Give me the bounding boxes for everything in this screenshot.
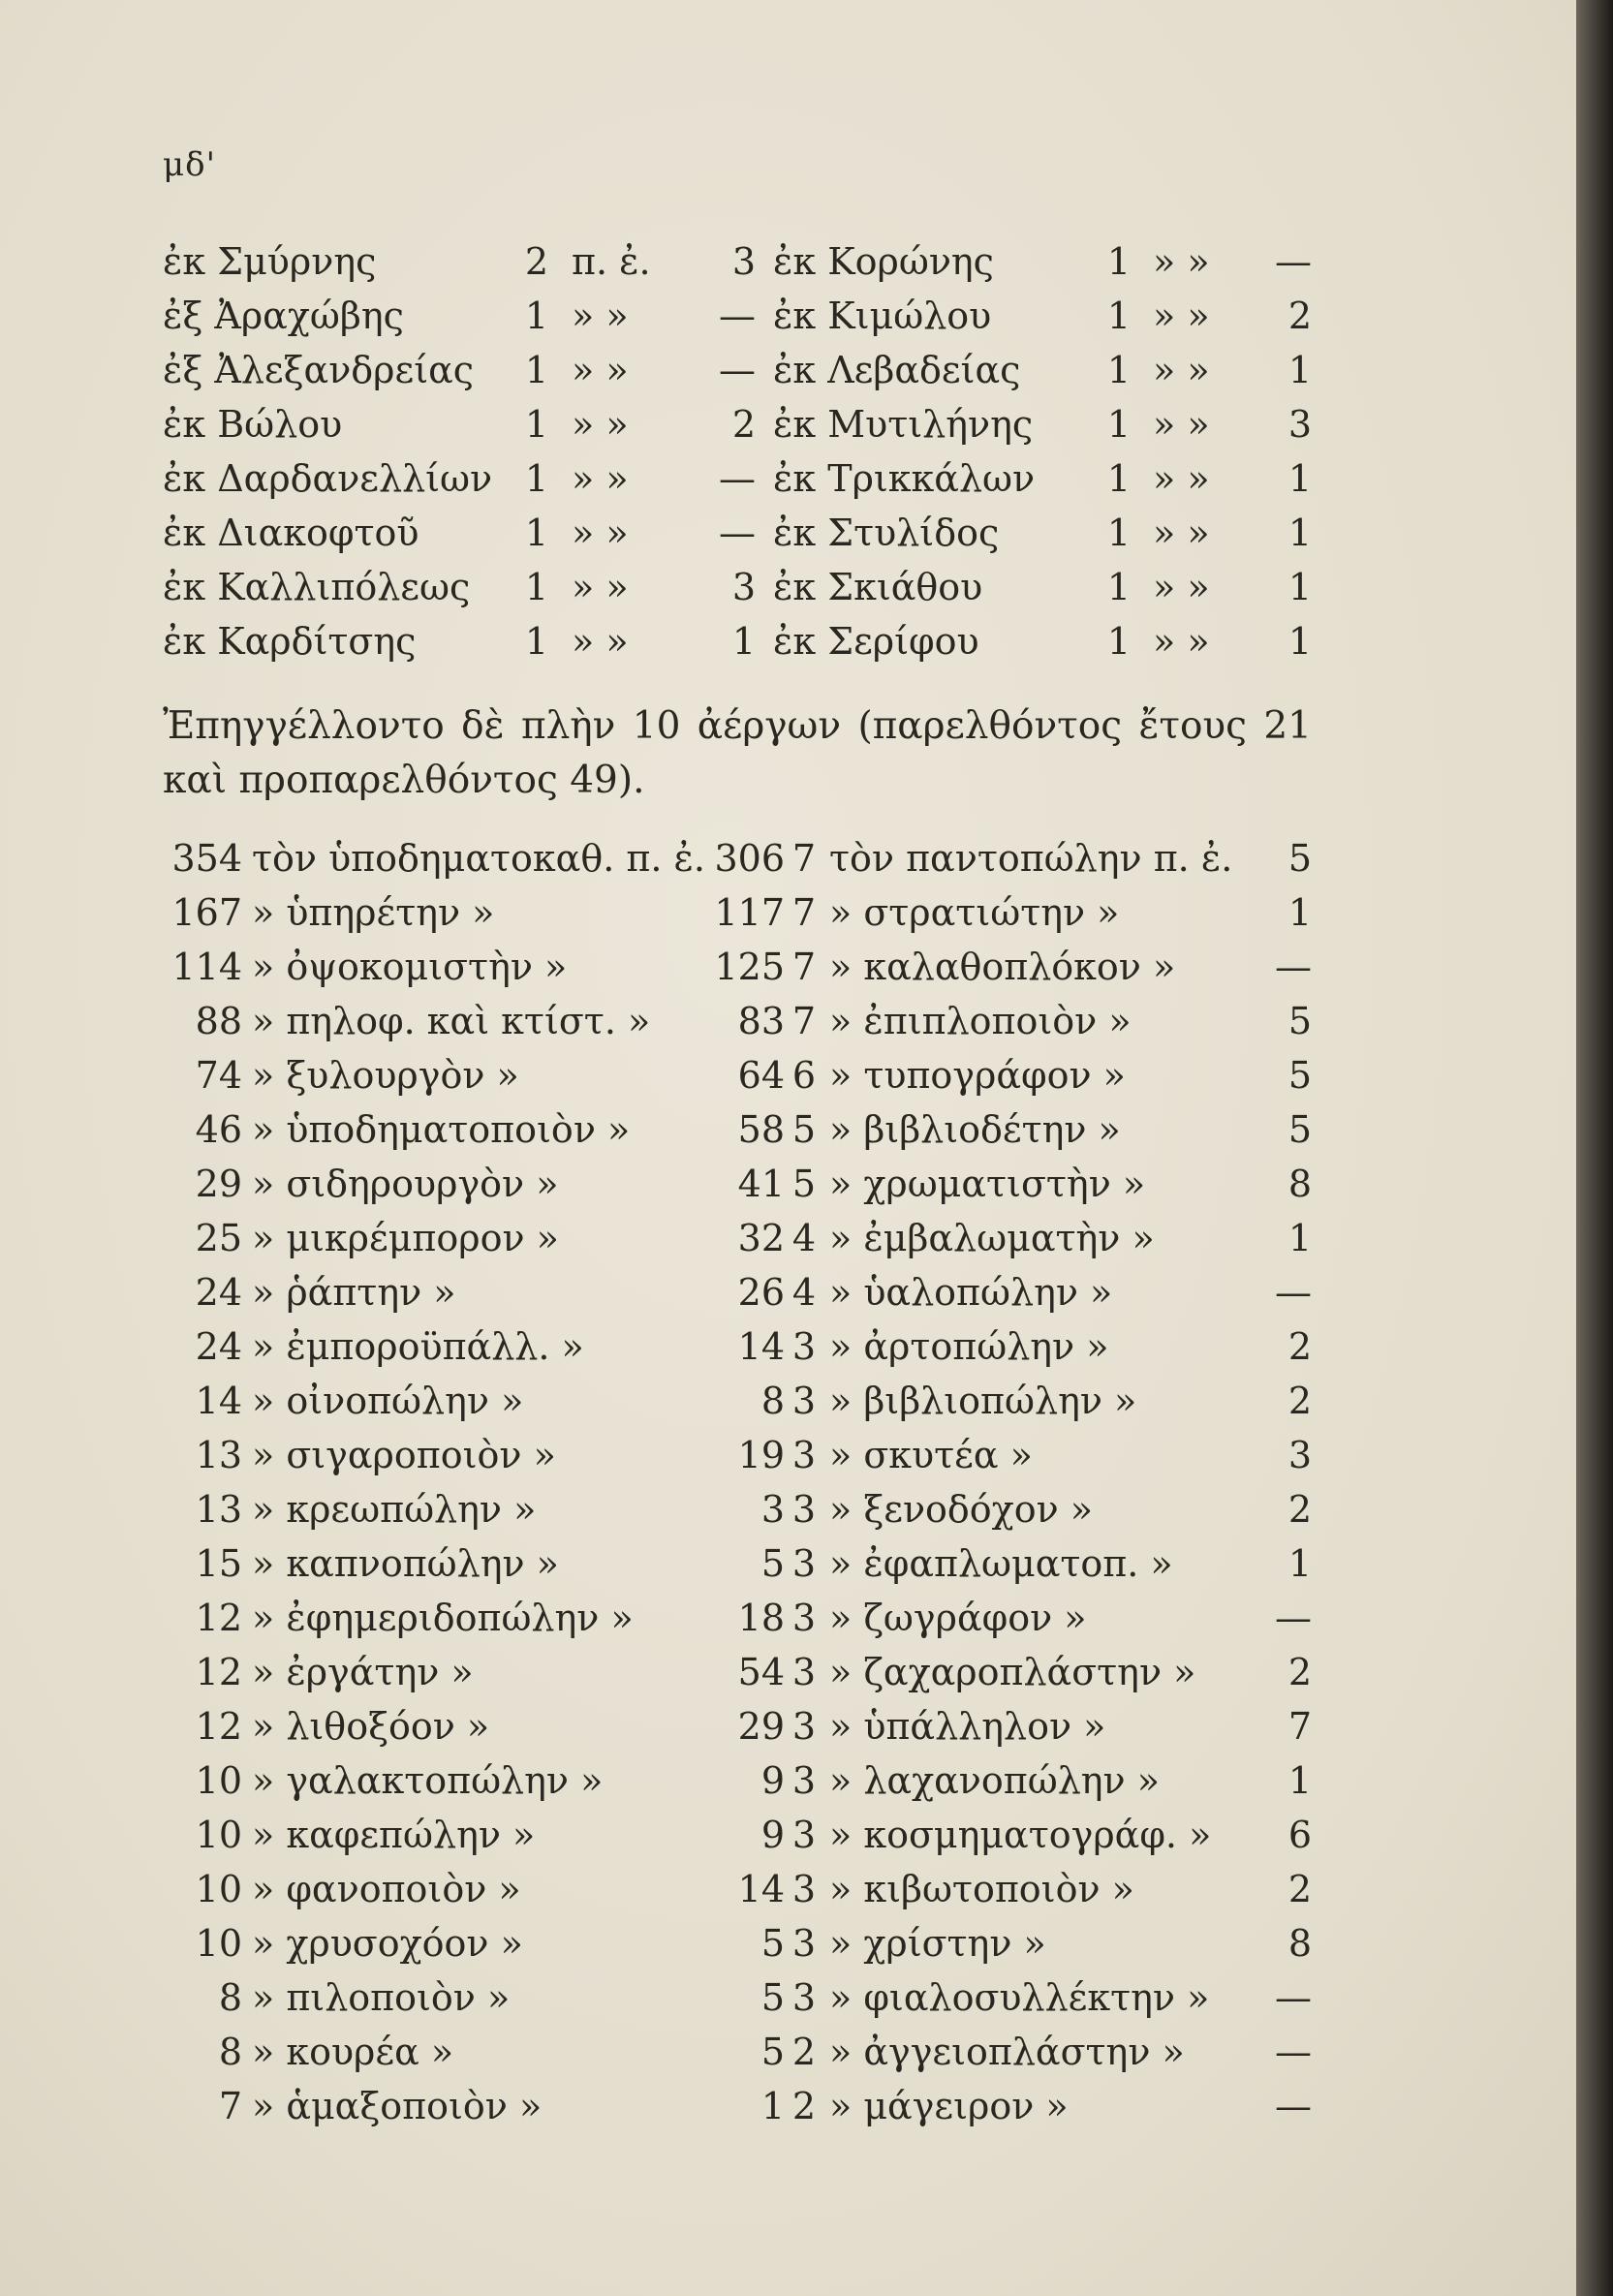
trade-value: 58	[737, 1108, 785, 1151]
trade-row	[163, 1488, 1312, 1542]
page-number: μδ'	[163, 145, 216, 184]
trade-count: 13	[195, 1488, 242, 1531]
trade-count: 29	[195, 1163, 242, 1205]
trade-value: 32	[737, 1217, 785, 1259]
trade-count: 7	[218, 2085, 242, 2127]
trade-value: 14	[737, 1868, 785, 1910]
trade-label: » ξενοδόχον »	[829, 1488, 1094, 1531]
trade-label: » σκυτέα »	[829, 1434, 1033, 1476]
places-row	[163, 295, 1312, 349]
trade-value: 5	[1287, 1108, 1312, 1151]
trade-label: » λαχανοπώλην »	[829, 1759, 1160, 1802]
trade-count: 88	[195, 1000, 242, 1042]
place-name: ἐκ Σερίφου	[773, 620, 979, 663]
place-unit: » »	[572, 566, 629, 608]
trade-value: 5	[760, 1976, 785, 2019]
trade-label: » ῥάπτην »	[252, 1271, 456, 1314]
trade-value: 2	[1287, 1325, 1312, 1368]
trade-row	[163, 1597, 1312, 1651]
place-unit: » »	[572, 295, 629, 337]
trade-value: 14	[737, 1325, 785, 1368]
trade-row	[163, 1000, 1312, 1054]
trade-label: » ζωγράφον »	[829, 1597, 1087, 1639]
trade-value: —	[1275, 2031, 1312, 2073]
place-unit: » »	[1153, 240, 1210, 283]
trade-value: 125	[714, 946, 785, 988]
trade-label: » κιβωτοποιὸν »	[829, 1868, 1134, 1910]
place-name: ἐκ Καλλιπόλεως	[163, 566, 471, 608]
trade-value: 29	[737, 1705, 785, 1748]
place-count: 1	[524, 566, 549, 608]
trade-label: » γαλακτοπώλην »	[252, 1759, 604, 1802]
trade-count: 8	[218, 1976, 242, 2019]
place-value: 3	[1287, 403, 1312, 446]
trade-label: » ὑπηρέτην »	[252, 891, 495, 934]
trade-value: —	[1275, 1597, 1312, 1639]
trade-row	[163, 1271, 1312, 1325]
place-name: ἐκ Κιμώλου	[773, 295, 992, 337]
place-value: 1	[1287, 620, 1312, 663]
place-value: —	[719, 457, 756, 500]
trade-value: —	[1275, 2085, 1312, 2127]
place-value: 1	[1287, 512, 1312, 554]
place-count: 1	[1106, 566, 1132, 608]
trade-label: » ὑπάλληλον »	[829, 1705, 1106, 1748]
trade-label: » τυπογράφον »	[829, 1054, 1126, 1097]
trade-label: » χρωματιστὴν »	[829, 1163, 1146, 1205]
trade-count: 7	[791, 1000, 816, 1042]
place-unit: » »	[1153, 620, 1210, 663]
trades-table	[163, 837, 1312, 2139]
trade-value: 1	[1287, 891, 1312, 934]
place-unit: π. ἐ.	[572, 240, 651, 283]
place-count: 1	[1106, 620, 1132, 663]
trade-count: 3	[791, 1922, 816, 1965]
trade-label: » μικρέμπορον »	[252, 1217, 559, 1259]
place-value: —	[719, 349, 756, 391]
trade-count: 6	[791, 1054, 816, 1097]
places-row	[163, 620, 1312, 674]
trade-value: 3	[1287, 1434, 1312, 1476]
trade-label: » καπνοπώλην »	[252, 1542, 559, 1585]
trade-label: » ὀψοκομιστὴν »	[252, 946, 568, 988]
trade-value: 3	[760, 1488, 785, 1531]
trade-label: » πηλοφ. καὶ κτίστ. »	[252, 1000, 651, 1042]
place-value: 1	[1287, 349, 1312, 391]
trade-value: 2	[1287, 1488, 1312, 1531]
places-table	[163, 240, 1312, 674]
trade-count: 10	[195, 1814, 242, 1856]
trade-value: 8	[1287, 1922, 1312, 1965]
trade-value: 7	[1287, 1705, 1312, 1748]
trade-count: 46	[195, 1108, 242, 1151]
trade-label: » βιβλιοδέτην »	[829, 1108, 1121, 1151]
trade-row	[163, 1163, 1312, 1217]
trade-value: 5	[760, 2031, 785, 2073]
trade-row	[163, 1108, 1312, 1163]
trade-row	[163, 1976, 1312, 2031]
trade-label: » ζαχαροπλάστην »	[829, 1651, 1196, 1693]
place-count: 1	[524, 620, 549, 663]
trade-count: 3	[791, 1325, 816, 1368]
place-name: ἐκ Δαρδανελλίων	[163, 457, 493, 500]
trade-count: 24	[195, 1325, 242, 1368]
trade-row	[163, 1380, 1312, 1434]
trade-row	[163, 1434, 1312, 1488]
trade-count: 25	[195, 1217, 242, 1259]
place-count: 1	[524, 349, 549, 391]
trade-value: 8	[1287, 1163, 1312, 1205]
trade-row	[163, 1868, 1312, 1922]
place-name: ἐκ Λεβαδείας	[773, 349, 1021, 391]
trade-label: » ἁμαξοποιὸν »	[252, 2085, 543, 2127]
trade-label: » ὑποδηματοποιὸν »	[252, 1108, 631, 1151]
trade-count: 4	[791, 1217, 816, 1259]
trade-count: 2	[791, 2031, 816, 2073]
trade-label: » ἐφημεριδοπώλην »	[252, 1597, 634, 1639]
trade-value: 5	[760, 1542, 785, 1585]
trade-value: 6	[1287, 1814, 1312, 1856]
place-name: ἐξ Ἀραχώβης	[163, 295, 404, 337]
place-unit: » »	[572, 457, 629, 500]
trade-count: 3	[791, 1759, 816, 1802]
trade-value: —	[1275, 1271, 1312, 1314]
trade-value: 306	[714, 837, 785, 880]
trade-value: 5	[1287, 1054, 1312, 1097]
trade-count: 15	[195, 1542, 242, 1585]
trade-row	[163, 891, 1312, 946]
trade-label: » ἐπιπλοποιὸν »	[829, 1000, 1132, 1042]
trade-count: 10	[195, 1868, 242, 1910]
place-unit: » »	[1153, 349, 1210, 391]
trade-value: 41	[737, 1163, 785, 1205]
place-unit: » »	[572, 349, 629, 391]
trade-value: 1	[1287, 1759, 1312, 1802]
trade-label: » σιγαροποιὸν »	[252, 1434, 556, 1476]
place-count: 1	[1106, 457, 1132, 500]
trade-count: 3	[791, 1705, 816, 1748]
trade-count: 3	[791, 1976, 816, 2019]
trade-row	[163, 1705, 1312, 1759]
places-row	[163, 240, 1312, 295]
trade-count: 7	[791, 891, 816, 934]
trade-count: 5	[791, 1108, 816, 1151]
trade-label: » κοσμηματογράφ. »	[829, 1814, 1212, 1856]
trade-count: 7	[791, 837, 816, 880]
trade-label: » χρυσοχόον »	[252, 1922, 523, 1965]
place-count: 1	[1106, 349, 1132, 391]
place-unit: » »	[1153, 403, 1210, 446]
trade-row	[163, 1325, 1312, 1380]
place-name: ἐκ Διακοφτοῦ	[163, 512, 419, 554]
place-value: 3	[731, 566, 756, 608]
trade-row	[163, 1759, 1312, 1814]
place-value: 3	[731, 240, 756, 283]
place-name: ἐκ Τρικκάλων	[773, 457, 1036, 500]
page-edge-shadow	[1576, 0, 1613, 2296]
trade-count: 3	[791, 1434, 816, 1476]
trade-value: 5	[760, 1922, 785, 1965]
place-unit: » »	[1153, 566, 1210, 608]
trade-label: » ἀγγειοπλάστην »	[829, 2031, 1185, 2073]
trade-count: 2	[791, 2085, 816, 2127]
trade-count: 3	[791, 1488, 816, 1531]
trade-count: 7	[791, 946, 816, 988]
trade-row	[163, 1922, 1312, 1976]
trade-label: » μάγειρον »	[829, 2085, 1069, 2127]
trade-count: 3	[791, 1542, 816, 1585]
places-row	[163, 512, 1312, 566]
trade-label: » ξυλουργὸν »	[252, 1054, 519, 1097]
trade-label: » οἰνοπώλην »	[252, 1380, 524, 1422]
place-unit: » »	[1153, 512, 1210, 554]
trade-count: 3	[791, 1651, 816, 1693]
trade-value: 54	[737, 1651, 785, 1693]
place-count: 1	[1106, 295, 1132, 337]
trade-label: » πιλοποιὸν »	[252, 1976, 511, 2019]
trade-count: 8	[218, 2031, 242, 2073]
place-name: ἐξ Ἀλεξανδρείας	[163, 349, 475, 391]
places-row	[163, 403, 1312, 457]
places-row	[163, 457, 1312, 512]
trade-row	[163, 1814, 1312, 1868]
trade-value: 64	[737, 1054, 785, 1097]
trade-label: » ἐφαπλωματοπ. »	[829, 1542, 1173, 1585]
trade-value: 18	[737, 1597, 785, 1639]
trade-label: » κουρέα »	[252, 2031, 454, 2073]
trade-value: 9	[760, 1759, 785, 1802]
trade-value: 26	[737, 1271, 785, 1314]
trade-count: 24	[195, 1271, 242, 1314]
trade-count: 114	[171, 946, 242, 988]
place-name: ἐκ Κορώνης	[773, 240, 994, 283]
trade-count: 354	[171, 837, 242, 880]
place-value: 2	[731, 403, 756, 446]
place-unit: » »	[1153, 295, 1210, 337]
trade-row	[163, 946, 1312, 1000]
trade-count: 3	[791, 1380, 816, 1422]
trade-label: » λιθοξόον »	[252, 1705, 490, 1748]
trade-row	[163, 2085, 1312, 2139]
trade-label: » ὑαλοπώλην »	[829, 1271, 1113, 1314]
place-name: ἐκ Σκιάθου	[773, 566, 983, 608]
trade-label: » κρεωπώλην »	[252, 1488, 537, 1531]
trade-label: » ἐμποροϋπάλλ. »	[252, 1325, 584, 1368]
place-name: ἐκ Σμύρνης	[163, 240, 377, 283]
places-row	[163, 349, 1312, 403]
trade-value: 5	[1287, 1000, 1312, 1042]
trade-label: τὸν παντοπώλην π. ἐ.	[829, 837, 1233, 880]
trade-value: 2	[1287, 1868, 1312, 1910]
trade-label: » βιβλιοπώλην »	[829, 1380, 1137, 1422]
place-count: 1	[524, 295, 549, 337]
trade-count: 3	[791, 1868, 816, 1910]
place-name: ἐκ Μυτιλήνης	[773, 403, 1034, 446]
trade-label: » φιαλοσυλλέκτην »	[829, 1976, 1210, 2019]
place-name: ἐκ Βώλου	[163, 403, 343, 446]
place-value: 1	[731, 620, 756, 663]
place-value: 1	[1287, 566, 1312, 608]
place-count: 1	[1106, 403, 1132, 446]
trade-label: » ἐμβαλωματὴν »	[829, 1217, 1155, 1259]
place-value: —	[1275, 240, 1312, 283]
trade-label: » ἐργάτην »	[252, 1651, 474, 1693]
place-name: ἐκ Καρδίτσης	[163, 620, 417, 663]
place-count: 1	[524, 403, 549, 446]
place-value: —	[719, 512, 756, 554]
trade-count: 167	[171, 891, 242, 934]
place-count: 1	[1106, 512, 1132, 554]
trade-value: 83	[737, 1000, 785, 1042]
trade-count: 3	[791, 1597, 816, 1639]
place-count: 1	[524, 457, 549, 500]
trade-count: 4	[791, 1271, 816, 1314]
trade-count: 10	[195, 1759, 242, 1802]
trade-row	[163, 2031, 1312, 2085]
trade-label: » φανοποιὸν »	[252, 1868, 521, 1910]
trade-value: 117	[714, 891, 785, 934]
trade-value: 1	[1287, 1217, 1312, 1259]
place-count: 1	[1106, 240, 1132, 283]
trade-value: —	[1275, 946, 1312, 988]
trade-count: 74	[195, 1054, 242, 1097]
trade-count: 3	[791, 1814, 816, 1856]
trade-value: 1	[1287, 1542, 1312, 1585]
trade-value: 2	[1287, 1651, 1312, 1693]
trade-label: » σιδηρουργὸν »	[252, 1163, 559, 1205]
places-row	[163, 566, 1312, 620]
trade-row	[163, 1651, 1312, 1705]
place-count: 2	[524, 240, 549, 283]
body-paragraph: Ἐπηγγέλλοντο δὲ πλὴν 10 ἀέργων (παρελθόντος ἔτους 21 καὶ προπαρελθόντος 49).	[163, 704, 1312, 802]
place-value: 1	[1287, 457, 1312, 500]
trade-count: 12	[195, 1597, 242, 1639]
trade-label: » χρίστην »	[829, 1922, 1046, 1965]
trade-value: 2	[1287, 1380, 1312, 1422]
trade-label: » ἀρτοπώλην »	[829, 1325, 1109, 1368]
trade-count: 12	[195, 1705, 242, 1748]
trade-row	[163, 837, 1312, 891]
trade-row	[163, 1217, 1312, 1271]
trade-count: 10	[195, 1922, 242, 1965]
trade-value: 9	[760, 1814, 785, 1856]
place-name: ἐκ Στυλίδος	[773, 512, 1000, 554]
place-value: 2	[1287, 295, 1312, 337]
trade-label: τὸν ὑποδηματοκαθ. π. ἐ.	[252, 837, 705, 880]
trade-row	[163, 1542, 1312, 1597]
trade-value: 1	[760, 2085, 785, 2127]
trade-row	[163, 1054, 1312, 1108]
place-unit: » »	[1153, 457, 1210, 500]
trade-value: 8	[760, 1380, 785, 1422]
trade-value: 5	[1287, 837, 1312, 880]
trade-label: » καλαθοπλόκον »	[829, 946, 1176, 988]
place-unit: » »	[572, 403, 629, 446]
place-value: —	[719, 295, 756, 337]
place-unit: » »	[572, 512, 629, 554]
trade-count: 14	[195, 1380, 242, 1422]
place-unit: » »	[572, 620, 629, 663]
trade-count: 12	[195, 1651, 242, 1693]
trade-label: » στρατιώτην »	[829, 891, 1120, 934]
trade-count: 13	[195, 1434, 242, 1476]
trade-label: » καφεπώλην »	[252, 1814, 536, 1856]
trade-value: 19	[737, 1434, 785, 1476]
place-count: 1	[524, 512, 549, 554]
trade-count: 5	[791, 1163, 816, 1205]
trade-value: —	[1275, 1976, 1312, 2019]
